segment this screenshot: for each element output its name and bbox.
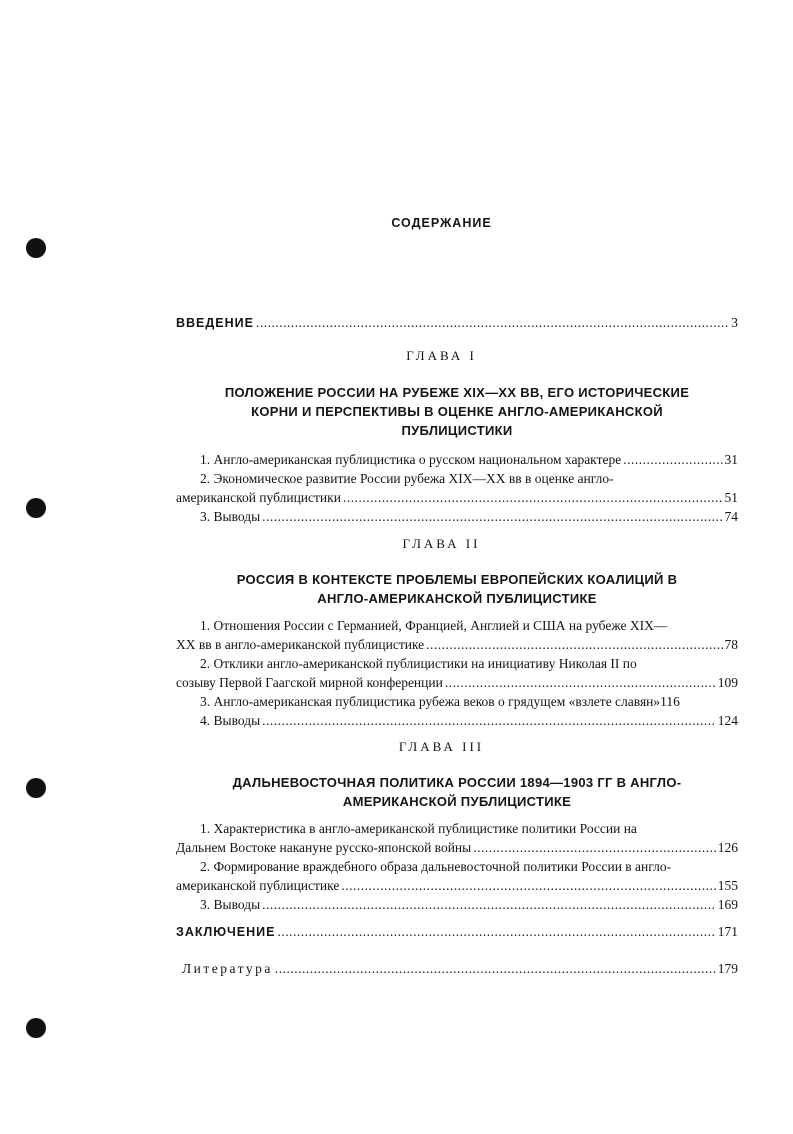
chapter-2-heading	[176, 570, 738, 608]
toc-title: СОДЕРЖАНИЕ	[391, 216, 492, 230]
toc-entry	[176, 877, 738, 894]
leader-dots	[343, 489, 723, 506]
toc-conclusion	[176, 923, 738, 941]
toc-entry-label: американской публицистики	[176, 490, 341, 505]
leader-dots	[262, 508, 722, 525]
toc-entry-label: XX вв в англо-американской публицистике	[176, 637, 425, 652]
chapter-2-heading-line: АНГЛО-АМЕРИКАНСКОЙ ПУБЛИЦИСТИКЕ	[317, 591, 597, 606]
toc-intro-page: 3	[731, 315, 738, 330]
toc-entry	[176, 489, 738, 506]
leader-dots	[341, 877, 715, 894]
toc-entry	[176, 636, 738, 653]
toc-entry-line: 2. Экономическое развитие России рубежа XIX—XX вв в оценке англо-	[200, 471, 614, 486]
chapter-1-label: ГЛАВА I	[406, 348, 477, 363]
binder-hole-2	[26, 498, 46, 518]
toc-entry-label: 3. Выводы	[200, 509, 261, 524]
binder-hole-4	[26, 1018, 46, 1038]
chapter-1-heading-line: ПОЛОЖЕНИЕ РОССИИ НА РУБЕЖЕ XIX—XX ВВ, ЕГО ИСТОРИЧЕСКИЕ	[224, 385, 690, 400]
chapter-3-heading-line: АМЕРИКАНСКОЙ ПУБЛИЦИСТИКЕ	[342, 794, 572, 809]
toc-literature-label: Литература	[182, 961, 273, 976]
toc-entry-line: 1. Характеристика в англо-американской публицистике политики России на	[200, 821, 637, 836]
leader-dots	[256, 314, 729, 331]
chapter-2-heading-line: РОССИЯ В КОНТЕКСТЕ ПРОБЛЕМЫ ЕВРОПЕЙСКИХ КОАЛИЦИЙ В	[236, 572, 678, 587]
toc-entry-line: 2. Отклики англо-американской публицистики на инициативу Николая II по	[200, 656, 637, 671]
binder-hole-3	[26, 778, 46, 798]
toc-entry-page: 78	[724, 637, 738, 652]
toc-conclusion-page: 171	[717, 924, 738, 939]
toc-entry-line: 1. Отношения России с Германией, Францией, Англией и США на рубеже XIX—	[200, 618, 668, 633]
toc-entry-page: 51	[724, 490, 738, 505]
toc-entry	[176, 896, 738, 913]
toc-entry-label: американской публицистике	[176, 878, 340, 893]
chapter-1-heading-line: ПУБЛИЦИСТИКИ	[401, 423, 513, 438]
toc-entry-page: 126	[717, 840, 738, 855]
leader-dots	[473, 839, 716, 856]
toc-entry-label: созыву Первой Гаагской мирной конференции	[176, 675, 443, 690]
leader-dots	[426, 636, 722, 653]
toc-entry	[176, 508, 738, 525]
toc-conclusion-label: ЗАКЛЮЧЕНИЕ	[176, 925, 276, 939]
toc-entry-label: Дальнем Востоке накануне русско-японской войны	[176, 840, 472, 855]
binder-hole-1	[26, 238, 46, 258]
toc-intro	[176, 314, 738, 332]
toc-literature	[182, 960, 738, 977]
toc-literature-page: 179	[717, 961, 738, 976]
chapter-3-heading	[176, 773, 738, 811]
toc-entry-line: 2. Формирование враждебного образа дальневосточной политики России в англо-	[200, 859, 672, 874]
toc-entry	[176, 839, 738, 856]
leader-dots	[277, 923, 715, 940]
toc-entry-page: 31	[724, 452, 738, 467]
toc-entry-page: 109	[717, 675, 738, 690]
toc-entry-page: 74	[724, 509, 738, 524]
leader-dots	[275, 960, 716, 977]
toc-entry	[176, 693, 738, 710]
leader-dots	[445, 674, 716, 691]
leader-dots	[623, 451, 722, 468]
toc-entry-label: 1. Англо-американская публицистика о русском национальном характере	[200, 452, 622, 467]
chapter-3-label: ГЛАВА III	[398, 739, 485, 754]
toc-entry-page: 124	[717, 713, 738, 728]
toc-entry	[176, 451, 738, 468]
chapter-3-heading-line: ДАЛЬНЕВОСТОЧНАЯ ПОЛИТИКА РОССИИ 1894—1903 ГГ В АНГЛО-	[232, 775, 682, 790]
toc-entry-page: 155	[717, 878, 738, 893]
toc-entry	[176, 712, 738, 729]
toc-intro-label: ВВЕДЕНИЕ	[176, 316, 254, 330]
toc-entry-label: 3. Выводы	[200, 897, 261, 912]
chapter-1-heading-line: КОРНИ И ПЕРСПЕКТИВЫ В ОЦЕНКЕ АНГЛО-АМЕРИКАНСКОЙ	[251, 404, 663, 419]
toc-entry	[176, 674, 738, 691]
toc-entry-page: 169	[717, 897, 738, 912]
toc-entry-label: 3. Англо-американская публицистика рубежа веков о грядущем «взлете славян»	[200, 694, 661, 709]
toc-entry-page: 116	[660, 694, 680, 709]
leader-dots	[262, 896, 716, 913]
chapter-1-heading	[176, 383, 738, 440]
leader-dots	[262, 712, 716, 729]
toc-entry-label: 4. Выводы	[200, 713, 261, 728]
chapter-2-label: ГЛАВА II	[402, 536, 481, 551]
